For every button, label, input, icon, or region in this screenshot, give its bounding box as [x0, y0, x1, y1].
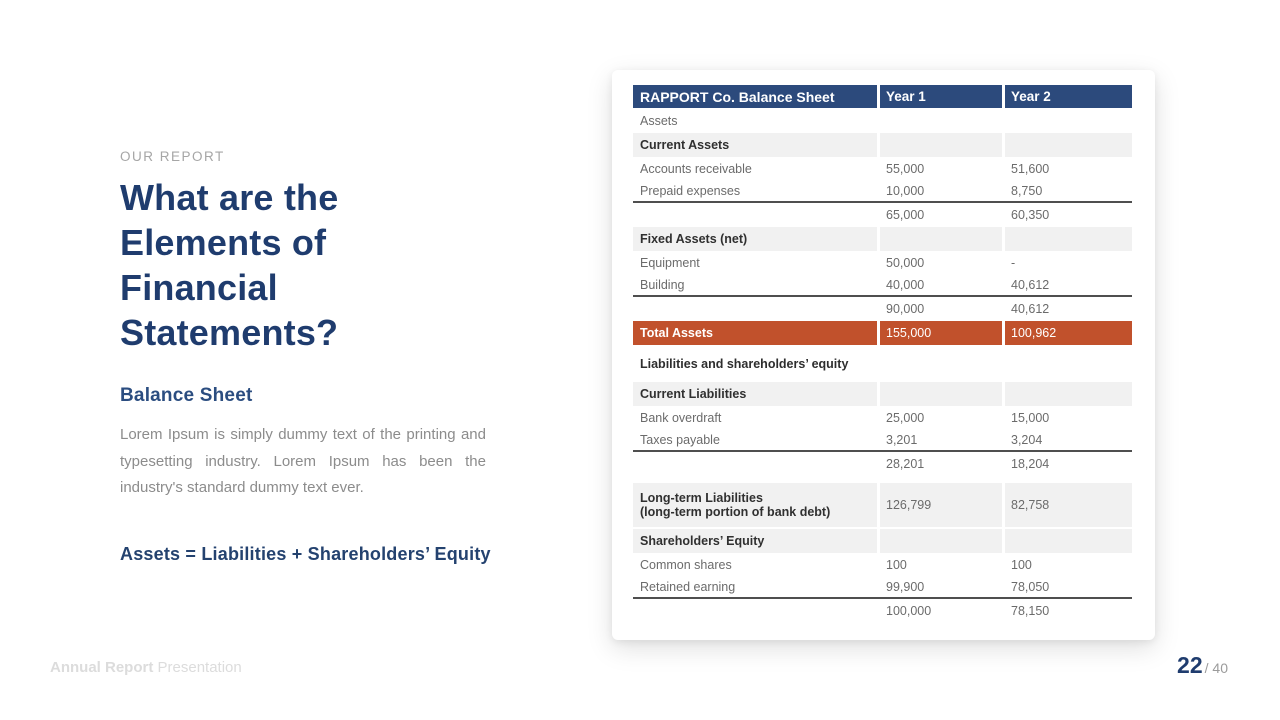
table-subtotal-row: [633, 203, 1132, 227]
row-year2: [1005, 382, 1132, 406]
total-assets-row: [633, 321, 1132, 345]
row-year2: 8,750: [1011, 183, 1043, 198]
table-row: [633, 108, 1132, 133]
accounting-equation: Assets = Liabilities + Shareholders’ Equity: [120, 543, 491, 564]
row-year2: 100: [1011, 557, 1032, 572]
page-total: / 40: [1204, 660, 1228, 676]
row-label: Assets: [640, 113, 678, 128]
row-year1: 90,000: [886, 302, 925, 316]
row-label: Fixed Assets (net): [633, 227, 877, 251]
row-year2: [1005, 227, 1132, 251]
row-label: Common shares: [640, 557, 732, 572]
table-title: RAPPORT Co. Balance Sheet: [633, 85, 877, 108]
row-label: Bank overdraft: [640, 410, 722, 425]
row-year1: 155,000: [880, 321, 1002, 345]
row-year2: 60,350: [1011, 208, 1050, 222]
row-year2: 78,050: [1011, 579, 1050, 594]
row-year2: 40,612: [1011, 277, 1050, 292]
row-year2: 51,600: [1011, 161, 1050, 176]
row-year1: 99,900: [886, 579, 925, 594]
balance-sheet-card: [612, 70, 1155, 640]
page-indicator: [1177, 652, 1228, 679]
balance-sheet-table: [633, 85, 1132, 623]
row-year1: 28,201: [886, 457, 925, 471]
row-label: Liabilities and shareholders’ equity: [640, 356, 849, 371]
row-year1: 10,000: [886, 183, 925, 198]
row-year2: 100,962: [1005, 321, 1132, 345]
row-year2: 18,204: [1011, 457, 1050, 471]
table-section-row: [633, 382, 1132, 406]
eyebrow-label: OUR REPORT: [120, 149, 225, 164]
table-row: [633, 406, 1132, 429]
row-label: [633, 483, 877, 527]
table-row: [633, 157, 1132, 180]
column-header-year2: Year 2: [1005, 85, 1132, 108]
row-year2: 40,612: [1011, 302, 1050, 316]
table-subtotal-row: [633, 297, 1132, 321]
slide-title: What are the Elements of Financial Statements?: [120, 177, 339, 353]
row-label: Shareholders’ Equity: [633, 529, 877, 553]
row-year2: 3,204: [1011, 432, 1043, 447]
row-year2: 15,000: [1011, 410, 1050, 425]
row-year2: [1005, 133, 1132, 157]
left-text-block: [120, 149, 492, 565]
table-row: [633, 553, 1132, 576]
row-label: Equipment: [640, 255, 700, 270]
row-label: Prepaid expenses: [640, 183, 741, 198]
row-year2: 78,150: [1011, 604, 1050, 618]
row-year1: [880, 382, 1002, 406]
table-row: [633, 180, 1132, 203]
footer-caption-rest: Presentation: [153, 659, 242, 676]
row-year1: 25,000: [886, 410, 925, 425]
row-year1: 50,000: [886, 255, 925, 270]
row-year2: [1005, 529, 1132, 553]
row-label: Retained earning: [640, 579, 736, 594]
row-label: Building: [640, 277, 685, 292]
footer-caption-bold: Annual Report: [50, 659, 154, 676]
body-paragraph: Lorem Ipsum is simply dummy text of the printing and typesetting industry. Lorem Ipsum has been the industry's standard dummy text ever.: [120, 426, 486, 496]
table-subtotal-row: [633, 452, 1132, 476]
table-section-row: [633, 133, 1132, 157]
table-section-row: [633, 227, 1132, 251]
row-year1: 100,000: [886, 604, 932, 618]
long-term-liabilities-row: [633, 483, 1132, 527]
row-year1: 126,799: [880, 483, 1002, 527]
row-label: Total Assets: [633, 321, 877, 345]
row-year1: [880, 133, 1002, 157]
row-year1: [880, 529, 1002, 553]
row-year1: 55,000: [886, 161, 925, 176]
row-label-line1: Long-term Liabilities: [640, 491, 763, 505]
table-row: [633, 274, 1132, 297]
row-label: Taxes payable: [640, 432, 720, 447]
table-section-row: [633, 529, 1132, 553]
footer-caption: [50, 659, 242, 676]
row-year1: [880, 227, 1002, 251]
row-year1: 40,000: [886, 277, 925, 292]
row-year1: 3,201: [886, 432, 918, 447]
row-year1: 100: [886, 557, 907, 572]
table-row: [633, 429, 1132, 452]
slide-subtitle: Balance Sheet: [120, 385, 253, 406]
table-subtotal-row: [633, 599, 1132, 623]
column-header-year1: Year 1: [880, 85, 1002, 108]
row-year1: 65,000: [886, 208, 925, 222]
table-group-row: [633, 345, 1132, 382]
row-year2: 82,758: [1005, 483, 1132, 527]
row-label: Current Liabilities: [633, 382, 877, 406]
row-label: Current Assets: [633, 133, 877, 157]
page-number: 22: [1177, 652, 1203, 678]
row-label: Accounts receivable: [640, 161, 752, 176]
row-year2: -: [1011, 255, 1016, 270]
table-row: [633, 576, 1132, 599]
table-header-row: [633, 85, 1132, 108]
row-label-line2: (long-term portion of bank debt): [640, 505, 831, 519]
table-row: [633, 251, 1132, 274]
